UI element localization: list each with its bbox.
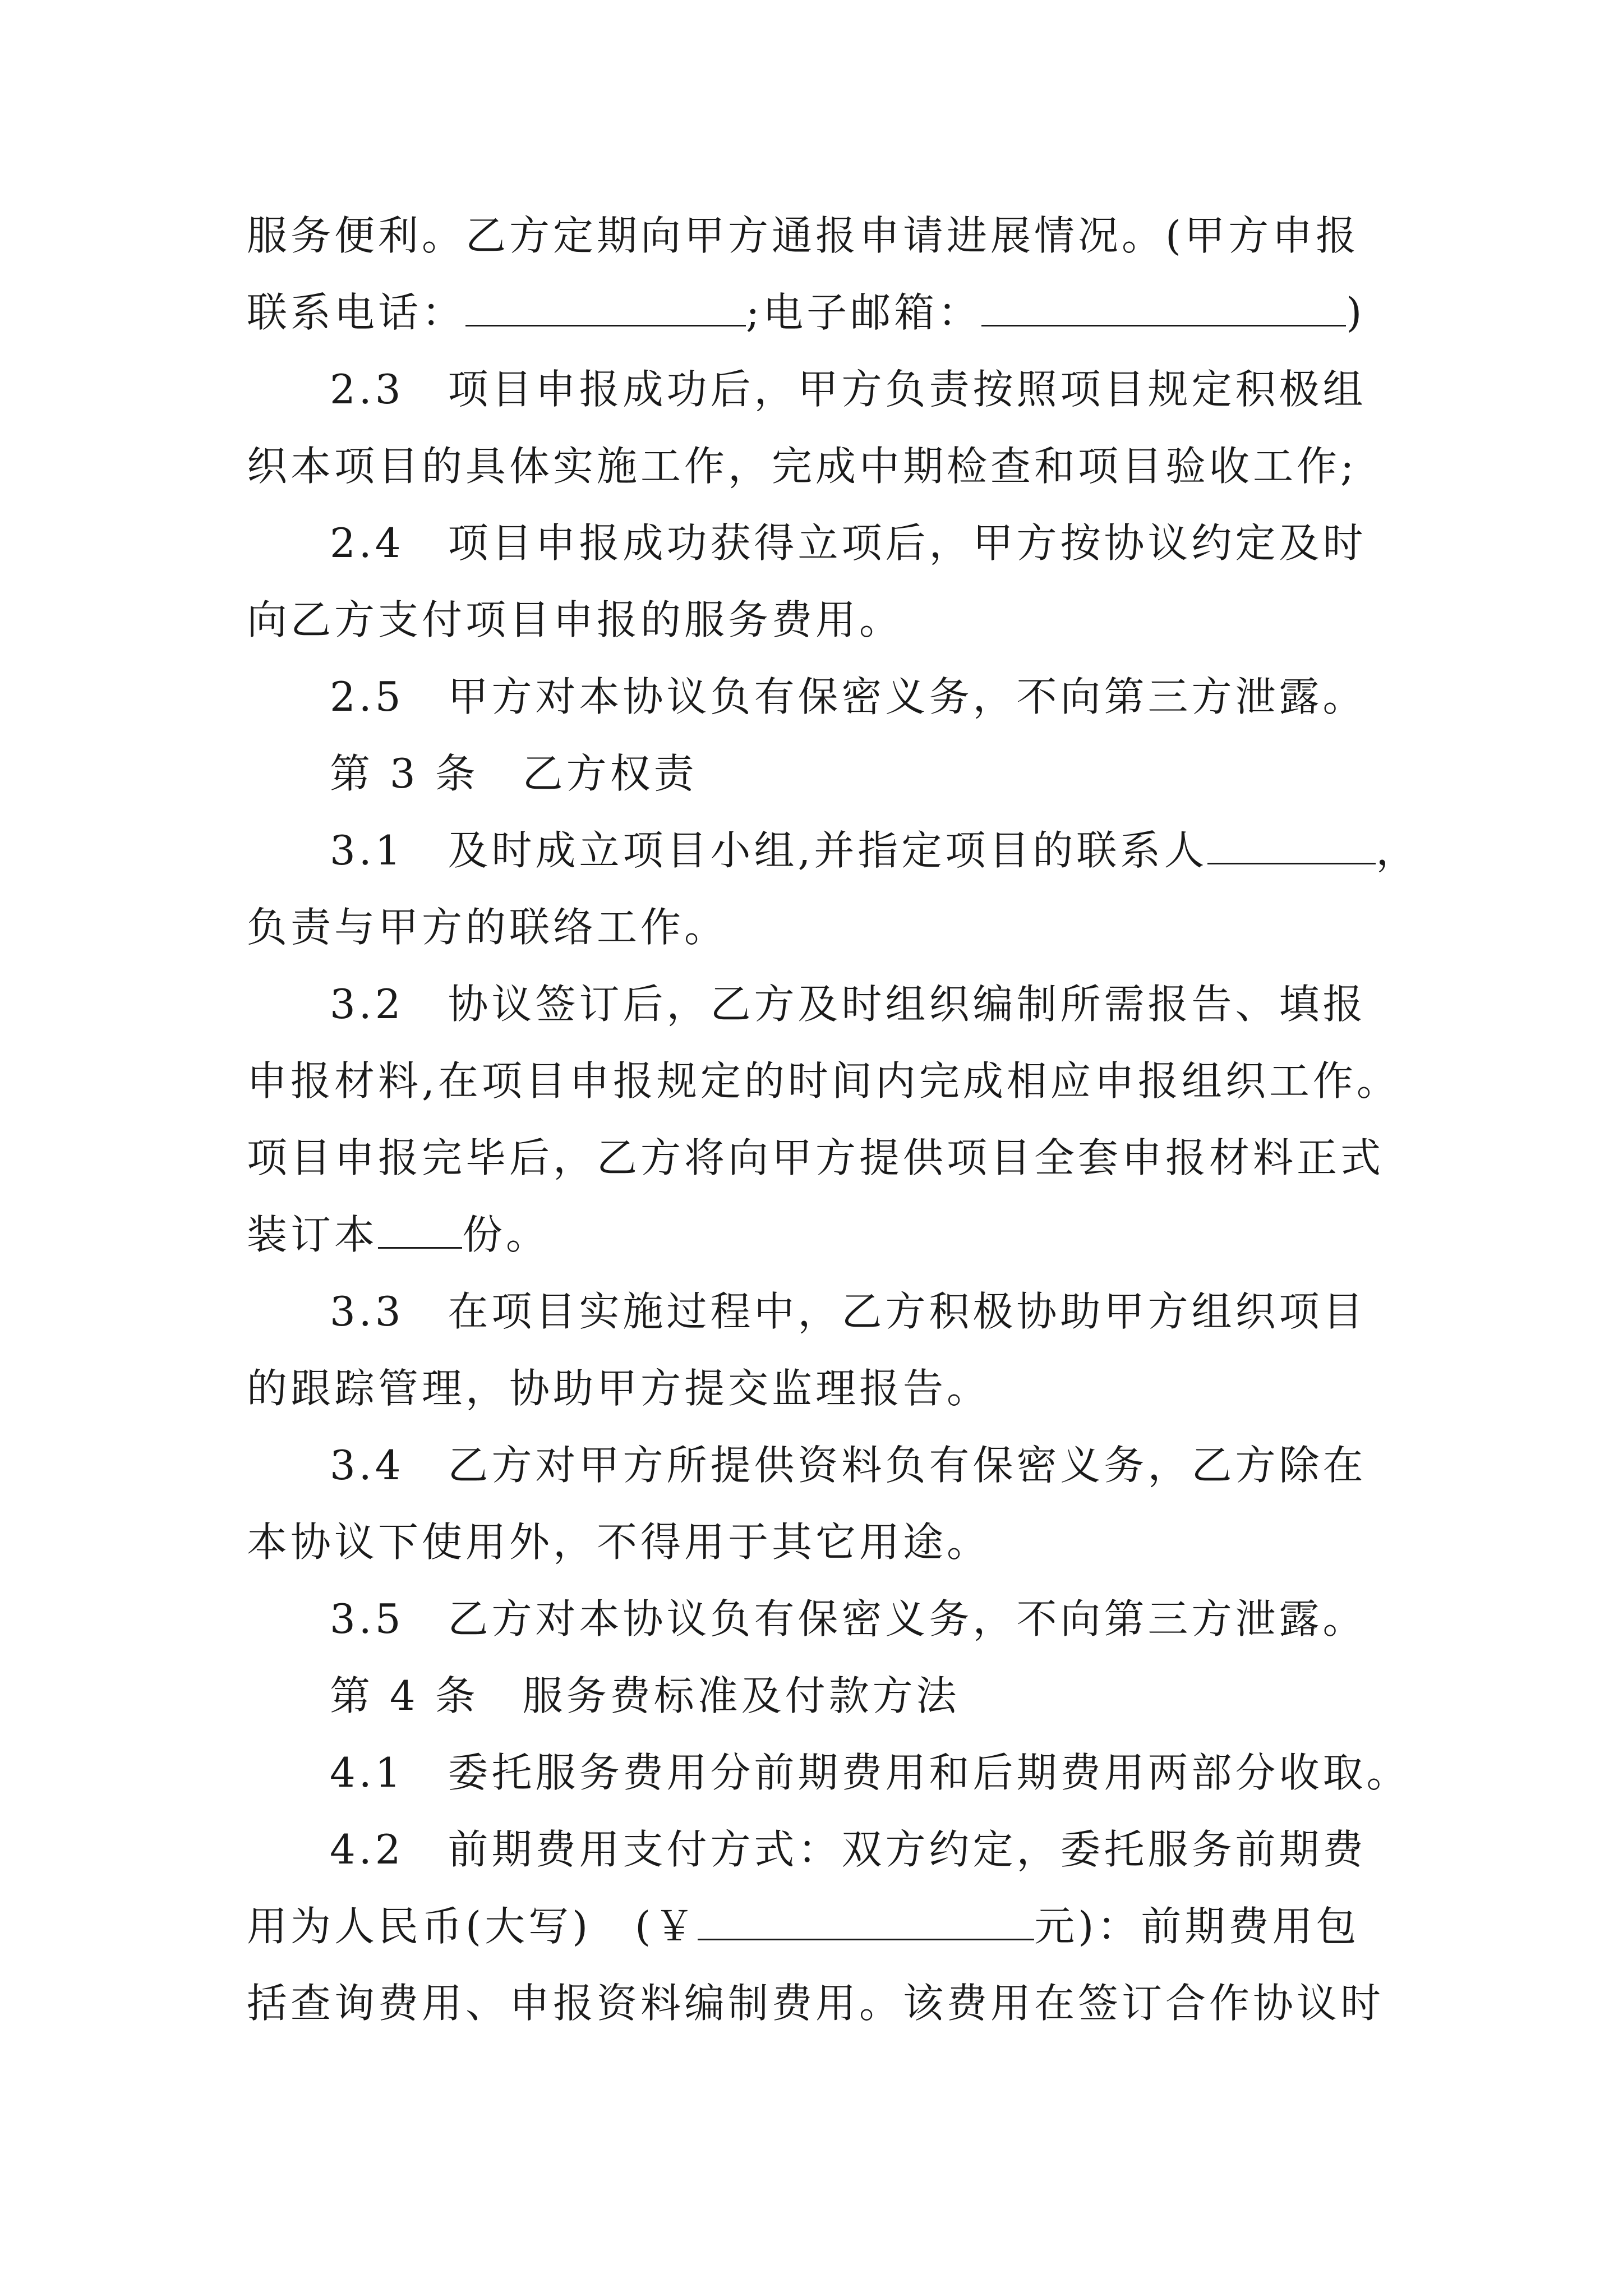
clause-3-4: 3.4 乙方对甲方所提供资料负有保密义务，乙方除在 bbox=[330, 1442, 1367, 1489]
paragraph-line: 申报材料,在项目申报规定的时间内完成相应申报组织工作。 bbox=[247, 1057, 1400, 1105]
paragraph-line: 本协议下使用外，不得用于其它用途。 bbox=[247, 1519, 991, 1566]
clause-3-2: 3.2 协议签订后，乙方及时组织编制所需报告、填报 bbox=[330, 981, 1367, 1028]
paragraph-line: 括查询费用、申报资料编制费用。该费用在签订合作协议时 bbox=[247, 1980, 1385, 2027]
clause-2-4: 2.4 项目申报成功获得立项后，甲方按协议约定及时 bbox=[330, 519, 1367, 567]
amount-blank[interactable] bbox=[698, 1899, 1034, 1940]
phone-label: 联系电话： bbox=[247, 289, 466, 336]
copies-label: 装订本 bbox=[247, 1211, 379, 1258]
clause-3-3: 3.3 在项目实施过程中，乙方积极协助甲方组织项目 bbox=[330, 1288, 1367, 1335]
paragraph-line bbox=[247, 1888, 1402, 1965]
email-label: ;电子邮箱： bbox=[746, 289, 982, 336]
amount-label: 用为人民币(大写) (￥ bbox=[247, 1903, 698, 1950]
paragraph-line: 服务便利。乙方定期向甲方通报申请进展情况。(甲方申报 bbox=[247, 212, 1360, 259]
amount-suffix: 元)：前期费用包 bbox=[1034, 1903, 1360, 1950]
clause-3-5: 3.5 乙方对本协议负有保密义务，不向第三方泄露。 bbox=[330, 1595, 1367, 1642]
closing-paren: ) bbox=[1346, 289, 1366, 336]
clause-2-3: 2.3 项目申报成功后，甲方负责按照项目规定积极组 bbox=[330, 366, 1367, 413]
paragraph-line: 向乙方支付项目申报的服务费用。 bbox=[247, 596, 903, 643]
clause-4-2: 4.2 前期费用支付方式：双方约定，委托服务前期费 bbox=[330, 1826, 1367, 1873]
paragraph-line: 项目申报完毕后，乙方将向甲方提供项目全套申报材料正式 bbox=[247, 1134, 1385, 1181]
article-4-heading: 第 4 条 服务费标准及付款方法 bbox=[330, 1672, 960, 1719]
copies-suffix: 份。 bbox=[462, 1211, 550, 1258]
article-3-heading: 第 3 条 乙方权责 bbox=[330, 750, 698, 797]
paragraph-line: 负责与甲方的联络工作。 bbox=[247, 904, 728, 951]
contract-body bbox=[247, 197, 1420, 2042]
paragraph-line: 的跟踪管理，协助甲方提交监理报告。 bbox=[247, 1365, 991, 1412]
clause-2-5: 2.5 甲方对本协议负有保密义务，不向第三方泄露。 bbox=[330, 673, 1367, 720]
copies-blank[interactable] bbox=[378, 1208, 462, 1249]
phone-blank[interactable] bbox=[465, 286, 746, 326]
clause-3-1-comma: ， bbox=[1376, 827, 1420, 874]
paragraph-line: 织本项目的具体实施工作，完成中期检查和项目验收工作; bbox=[247, 443, 1358, 490]
clause-4-1: 4.1 委托服务费用分前期费用和后期费用两部分收取。 bbox=[330, 1749, 1410, 1796]
email-blank[interactable] bbox=[981, 286, 1346, 326]
clause-3-1-text: 3.1 及时成立项目小组,并指定项目的联系人 bbox=[330, 827, 1208, 874]
paragraph-line bbox=[247, 274, 1402, 351]
contact-person-blank[interactable] bbox=[1207, 823, 1376, 864]
paragraph-line bbox=[247, 1197, 1402, 1273]
clause-3-1 bbox=[247, 812, 1420, 889]
